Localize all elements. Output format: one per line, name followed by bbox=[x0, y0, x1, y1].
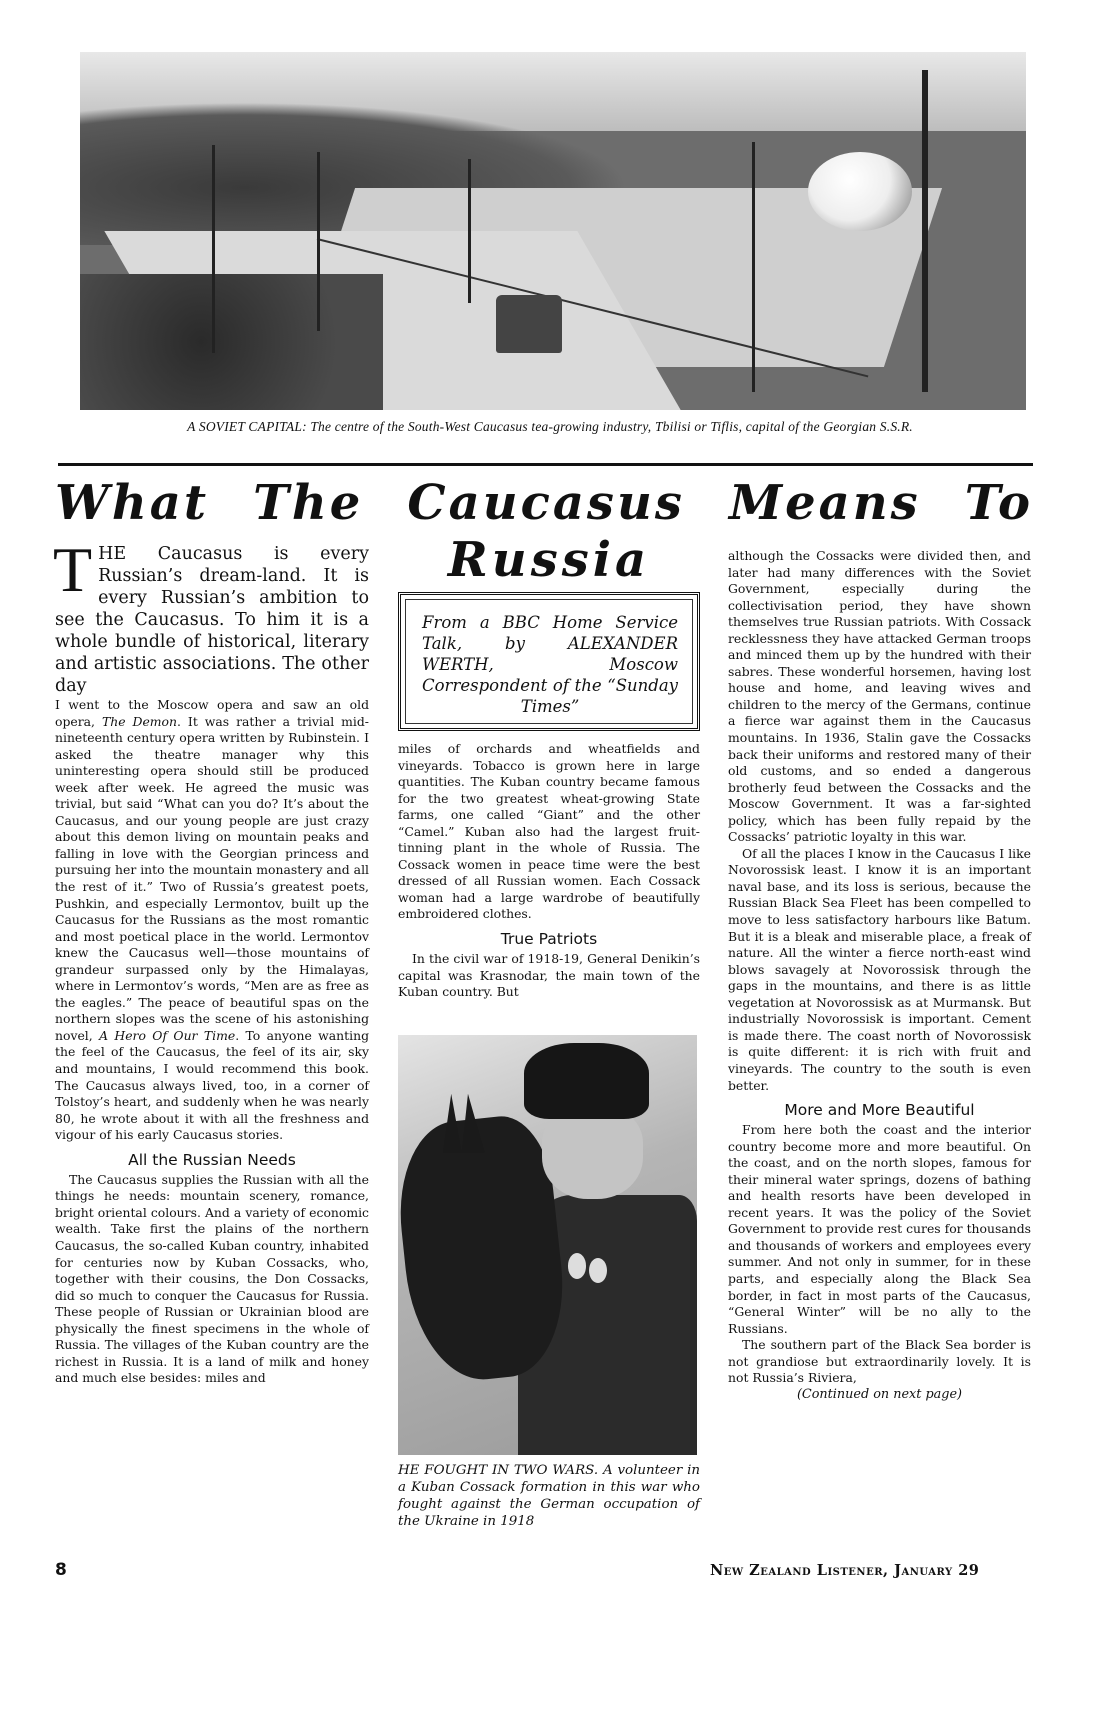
title-word: To bbox=[964, 475, 1033, 531]
title-word: What bbox=[55, 475, 210, 531]
publication-line: New Zealand Listener, January 29 bbox=[710, 1562, 980, 1579]
article-column-middle bbox=[398, 741, 700, 1001]
top-photo-caption: A SOVIET CAPITAL: The centre of the South-West Caucasus tea-growing industry, Tbilisi or Tiflis, capital of the Georgian S.S.R. bbox=[187, 419, 913, 434]
photo-lamppost bbox=[922, 70, 928, 392]
lead-text: HE Caucasus is every Russian’s dream-land. It is every Russian’s ambition to see the Caucasus. To him it is a whole bundle of historical, literary and artistic associations. The other day bbox=[55, 544, 369, 696]
photo-medal bbox=[589, 1258, 607, 1283]
byline-text: From a BBC Home Service Talk, by ALEXANDER WERTH, Moscow Correspondent of the “Sunday Times” bbox=[405, 599, 693, 724]
drop-cap: T bbox=[53, 534, 93, 605]
body-paragraph: The Caucasus supplies the Russian with all the things he needs: mountain scenery, romance, bright oriental colours. And a variety of economic wealth. Take first the plains of the northern Caucasus, the so-called Kuban country, inhabited for centuries now by Kuban Cossacks, who, together with their cousins, the Don Cossacks, did so much to conquer the Caucasus for Russia. These people of Russian or Ukrainian blood are physically the finest specimens in the whole of Russia. The villages of the Kuban country are the richest in Russia. It is a land of milk and honey and much else besides: miles and bbox=[55, 1171, 369, 1386]
body-paragraph: miles of orchards and wheatfields and vineyards. Tobacco is grown here in large quantities. The Kuban country became famous for the two greatest wheat-growing State farms, one called “Giant” and the other “Camel.” Kuban also had the largest fruit-tinning plant in the whole of Russia. The Cossack women in peace time were the best dressed of all Russian women. Each Cossack woman had a large wardrobe of beautifully embroidered clothes. bbox=[398, 741, 700, 922]
title-word: Means bbox=[728, 475, 921, 531]
body-text: . To anyone wanting the feel of the Caucasus, the feel of its air, sky and mountains, I would recommend this book. The Caucasus always lived, too, in a corner of Tolstoy’s heart, and suddenly when he was nearly 80, he wrote about it with all the freshness and vigour of his early Caucasus stories. bbox=[55, 1027, 370, 1143]
photo-face bbox=[542, 1106, 644, 1198]
cossack-photo bbox=[398, 1035, 697, 1455]
novel-title: A Hero Of Our Time bbox=[99, 1027, 236, 1043]
photo-lamppost bbox=[212, 145, 215, 353]
subheading: All the Russian Needs bbox=[128, 1150, 296, 1169]
caption-text: A volunteer in a Kuban Cossack formation in this war who fought against the German occupation of the Ukraine in 1918 bbox=[398, 1463, 700, 1529]
article-column-right bbox=[728, 548, 1031, 1403]
body-paragraph: In the civil war of 1918-19, General Denikin’s capital was Krasnodar, the main town of the Kuban country. But bbox=[398, 951, 700, 1000]
page-number: 8 bbox=[55, 1560, 67, 1580]
subheading: More and More Beautiful bbox=[784, 1101, 975, 1120]
cossack-photo-caption bbox=[398, 1462, 700, 1530]
article-title bbox=[55, 474, 1033, 532]
body-text: . It was rather a trivial mid-nineteenth century opera written by Rubinstein. I asked the theatre manager why this uninteresting opera should still be produced week after week. He agreed the music was trivial, but said “What can you do? It’s about the Caucasus, and our young people are just crazy about this demon living on mountain peaks and falling in love with the Georgian princess and pursuing her into the mountain monastery and all the rest of it.” Two of Russia’s greatest poets, Pushkin, and especially Lermontov, built up the Caucasus for the Russians as the most romantic and most poetical place in the world. Lermontov knew the Caucasus well—those mountains of grandeur surpassed only by the Himalayas, where in Lermontov’s words, “Men are as free as the eagles.” The peace of beautiful spas on the northern slopes was the scene of his astonishing novel, bbox=[55, 713, 369, 1043]
photo-medal bbox=[568, 1253, 586, 1278]
article-column-left bbox=[53, 534, 370, 1387]
title-word: Caucasus bbox=[407, 475, 685, 531]
opera-title: The Demon bbox=[101, 713, 177, 729]
body-paragraph: although the Cossacks were divided then, and later had many differences with the Soviet Government, especially during the collectivisation period, they have shown themselves true Russian patriots. With Cossack recklessness they have attacked German troops and minced them up by the hundred with their sabres. These wonderful horsemen, having lost house and home, and leaving wives and children to the mercy of the Germans, continue a fierce war against them in the Caucasus mountains. In 1936, Stalin gave the Cossacks back their uniforms and restored many of their old customs, and so ended a dangerous brotherly feud between the Cossacks and the Moscow Government. It was a far-sighted policy, which has been fully repaid by the Cossacks’ patriotic loyalty in this war. bbox=[728, 548, 1031, 845]
tbilisi-photo bbox=[80, 52, 1026, 410]
photo-bushes bbox=[80, 274, 383, 410]
continued-notice: (Continued on next page) bbox=[796, 1386, 963, 1402]
photo-fur-hat bbox=[524, 1043, 650, 1119]
body-paragraph: Of all the places I know in the Caucasus I like Novorossisk least. I know it is an important naval base, and its loss is serious, because the Russian Black Sea Fleet has been compelled to move to less satisfactory harbours like Batum. But it is a bleak and miserable place, a freak of nature. All the winter a fierce north-east wind blows savagely at Novorossisk through the gaps in the mountains, and there is as little vegetation at Novorossisk as at Murmansk. But industrially Novorossisk is important. Cement is made there. The coast north of Novorossisk is quite different: it is rich with fruit and vineyards. The country to the south is even better. bbox=[728, 845, 1031, 1093]
photo-lamp-globe bbox=[808, 152, 912, 231]
body-text: I went to the Moscow opera and saw an old opera, bbox=[55, 697, 369, 729]
photo-lamppost bbox=[468, 159, 471, 302]
photo-lamppost bbox=[752, 142, 755, 393]
lead-paragraph bbox=[53, 534, 369, 697]
body-paragraph: From here both the coast and the interior country become more and more beautiful. On the coast, and on the north slopes, famous for their mineral water springs, dozens of bathing and health resorts have been developed in recent years. It was the policy of the Soviet Government to provide rest cures for thousands and thousands of workers and employees every summer. And not only in summer, for in these parts, and especially along the Black Sea border, in fact in most parts of the Caucasus, “General Winter” will be no ally to the Russians. bbox=[728, 1122, 1031, 1336]
article-title-line2: Russia bbox=[447, 532, 651, 588]
photo-lamppost bbox=[317, 152, 320, 331]
photo-car bbox=[496, 295, 562, 352]
byline-box bbox=[398, 592, 700, 731]
body-paragraph bbox=[55, 697, 369, 1144]
title-word: The bbox=[253, 475, 364, 531]
divider-rule bbox=[58, 463, 1033, 466]
body-paragraph: The southern part of the Black Sea border is not grandiose but extraordinarily lovely. It is not Russia’s Riviera, bbox=[728, 1337, 1031, 1386]
subheading: True Patriots bbox=[500, 930, 598, 949]
caption-caps: HE FOUGHT IN TWO WARS. bbox=[398, 1463, 599, 1478]
